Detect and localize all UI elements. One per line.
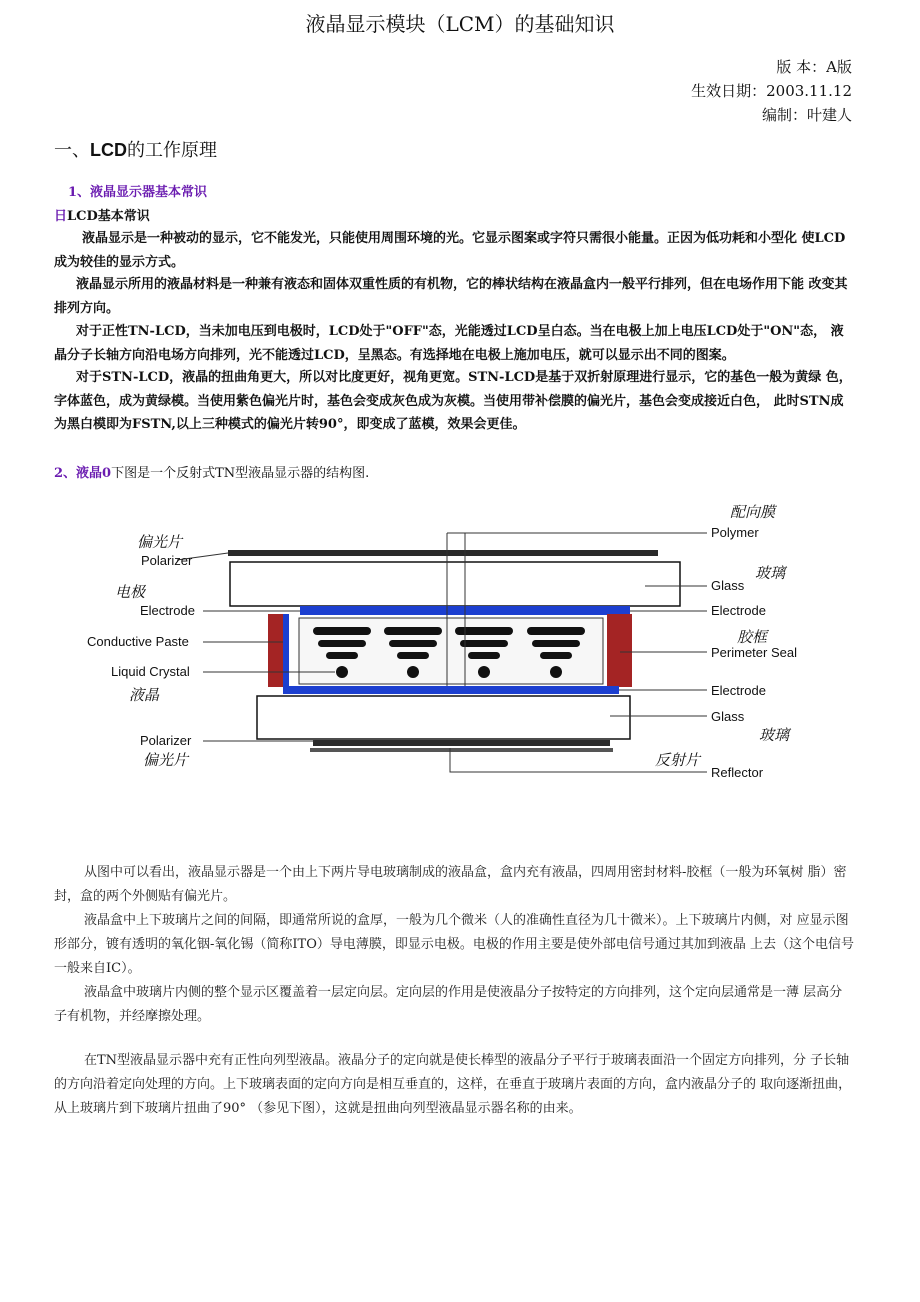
- left-perimeter-seal: [268, 614, 283, 687]
- conductive-paste-label: Conductive Paste: [87, 634, 189, 649]
- electrode-label: Electrode: [140, 603, 195, 618]
- body-paragraph-3: 液晶盒中玻璃片内侧的整个显示区覆盖着一层定向层。定向层的作用是使液晶分子按特定的方向排列，这个定向层通常是一薄 层高分子有机物，并经摩擦处理。: [54, 985, 843, 1024]
- paragraph-3: 对于正性TN-LCD，当未加电压到电极时，LCD处于"OFF"态，光能透过LCD呈白态。当在电极上加上电压LCD处于"ON"态， 液晶分子长轴方向沿电场方向排列，光不能透过LCD，呈黑态。有选择地在电极上施加电压，就可以显示出不同的图案。: [54, 324, 844, 363]
- paragraph-2: 液晶显示所用的液晶材料是一种兼有液态和固体双重性质的有机物，它的棒状结构在液晶盒内一般平行排列，但在电场作用下能 改变其排列方向。: [54, 277, 848, 316]
- subheading-2: [54, 462, 369, 481]
- paragraph-1: 液晶显示是一种被动的显示，它不能发光，只能使用周围环境的光。它显示图案或字符只需很小能量。正因为低功耗和小型化 使LCD成为较佳的显示方式。: [54, 231, 846, 270]
- subheading-1: 1、液晶显示器基本常识: [68, 185, 208, 200]
- glass-label: Glass: [711, 578, 745, 593]
- right-perimeter-seal: [607, 614, 632, 687]
- glass2-label: Glass: [711, 709, 745, 724]
- bottom-polarizer-cn-label: 偏光片: [143, 751, 189, 769]
- reflector-label: Reflector: [711, 765, 764, 780]
- bottom-polarizer-label: Polarizer: [140, 733, 192, 748]
- bottom-electrode-layer: [283, 686, 619, 694]
- subheading-2-text: 下图是一个反射式TN型液晶显示器的结构图.: [111, 466, 370, 481]
- reflector-cn-label: 反射片: [655, 751, 701, 769]
- section-prefix: 一、: [54, 140, 90, 161]
- liquid-crystal-label: Liquid Crystal: [111, 664, 190, 679]
- bottom-glass-layer: [257, 696, 630, 739]
- conductive-paste: [283, 614, 289, 687]
- top-glass-layer: [230, 562, 680, 606]
- electrode2-label: Electrode: [711, 683, 766, 698]
- polarizer-label: Polarizer: [141, 553, 193, 568]
- body-paragraph-4: 在TN型液晶显示器中充有正性向列型液晶。液晶分子的定向就是使长棒型的液晶分子平行于玻璃表面沿一个固定方向排列，分 子长轴的方向沿着定向处理的方向。上下玻璃表面的定向方向是相互垂直的，这样，在垂直于玻璃片表面的方向，盒内液晶分子的 取向逐渐扭曲，从上玻璃片到下玻璃片扭曲了90° （参见下图），这就是扭曲向列型液晶显示器名称的由来。: [54, 1053, 852, 1116]
- body-paragraph-1: 从图中可以看出，液晶显示器是一个由上下两片导电玻璃制成的液晶盒，盒内充有液晶，四周用密封材料-胶框（一般为环氧树 脂）密封，盒的两个外侧贴有偏光片。: [54, 865, 847, 904]
- version-label: 版 本：A版: [776, 58, 852, 76]
- subheading-1b-text: LCD基本常识: [67, 209, 150, 224]
- body-paragraph-2: 液晶盒中上下玻璃片之间的间隔，即通常所说的盒厚，一般为几个微米（人的准确性直径为几十微米）。上下玻璃片内侧，对 应显示图形部分，镀有透明的氧化铟-氧化锡（简称ITO）导电薄膜，即显示电极。电极的作用主要是使外部电信号通过其加到液晶 上去（这个电信号一般来自IC）。: [54, 913, 854, 976]
- subheading-1b-prefix: 日: [54, 209, 68, 224]
- reflector-layer: [310, 748, 613, 752]
- author-label: 编制：叶建人: [761, 106, 852, 124]
- lcd-structure-diagram: [85, 490, 815, 790]
- seal-label: Perimeter Seal: [711, 645, 797, 660]
- section-lcd: LCD: [90, 140, 127, 160]
- section-heading: [54, 136, 217, 162]
- subheading-1b: [54, 205, 150, 224]
- polymer-cn-label: 配向膜: [730, 503, 776, 521]
- section-suffix: 的工作原理: [127, 140, 217, 161]
- electrode-cn-label: 电极: [115, 583, 146, 601]
- polarizer-cn-label: 偏光片: [137, 533, 183, 551]
- subheading-2-prefix: 2、液晶0: [54, 466, 112, 481]
- seal-cn-label: 胶框: [737, 628, 768, 646]
- glass2-cn-label: 玻璃: [759, 726, 790, 744]
- liquid-crystal-cn-label: 液晶: [129, 686, 160, 704]
- polymer-label: Polymer: [711, 525, 759, 540]
- paragraph-4: 对于STN-LCD，液晶的扭曲角更大，所以对比度更好，视角更宽。STN-LCD是基于双折射原理进行显示，它的基色一般为黄绿 色，字体蓝色，成为黄绿模。当使用紫色偏光片时，基色会变成灰色成为灰模。当使用带补偿膜的偏光片，基色会变成接近白色， 此时STN成为黑白模即为FSTN,以上三种模式的偏光片转90°，即变成了蓝模，效果会更佳。: [54, 370, 852, 432]
- glass-cn-label: 玻璃: [755, 564, 786, 582]
- top-polarizer-layer: [228, 550, 658, 556]
- document-title: 液晶显示模块（LCM）的基础知识: [305, 12, 615, 36]
- electrode-right-label: Electrode: [711, 603, 766, 618]
- effective-date: 生效日期：2003.11.12: [691, 82, 852, 100]
- bottom-polarizer-layer: [313, 740, 610, 746]
